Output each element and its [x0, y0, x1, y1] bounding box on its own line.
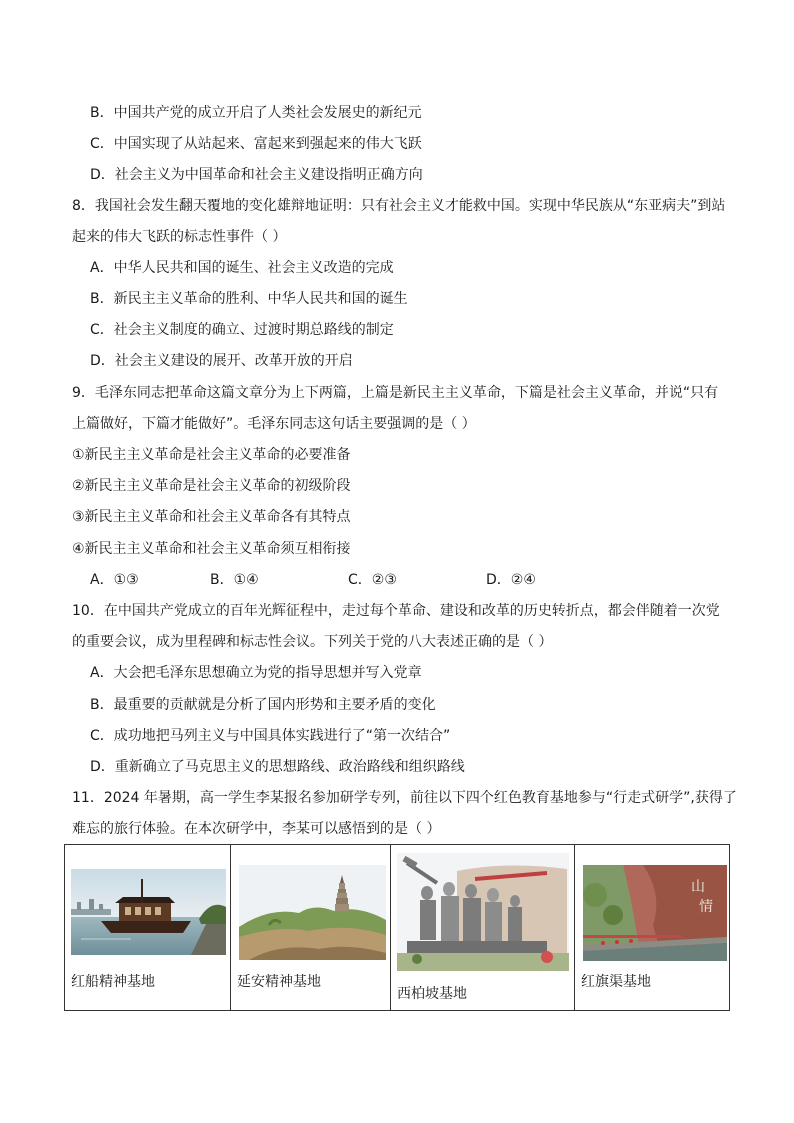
q11-stem-line2: 难忘的旅行体验。在本次研学中，李某可以感悟到的是（ ） — [72, 821, 441, 837]
q9-choice-d: D．②④ — [486, 572, 536, 588]
site-cell-red-boat — [65, 845, 231, 1011]
site-caption: 西柏坡基地 — [397, 986, 467, 1002]
q8-option-a: A．中华人民共和国的诞生、社会主义改造的完成 — [90, 260, 394, 276]
q8-option-c: C．社会主义制度的确立、过渡时期总路线的制定 — [90, 322, 394, 338]
xibaipo-statue-photo — [397, 853, 569, 971]
q7-option-b: B．中国共产党的成立开启了人类社会发展史的新纪元 — [90, 105, 422, 121]
q9-item-1: ①新民主主义革命是社会主义革命的必要准备 — [72, 447, 351, 463]
q9-item-2: ②新民主主义革命是社会主义革命的初级阶段 — [72, 478, 351, 494]
q8-option-d: D．社会主义建设的展开、改革开放的开启 — [90, 353, 353, 369]
q10-option-c: C．成功地把马列主义与中国具体实践进行了“第一次结合” — [90, 728, 451, 744]
q10-option-b: B．最重要的贡献就是分析了国内形势和主要矛盾的变化 — [90, 697, 436, 713]
q9-choice-a: A．①③ — [90, 572, 139, 588]
q11-stem-line1: 11．2024 年暑期，高一学生李某报名参加研学专列，前往以下四个红色教育基地参与“行走式研学”,获得了 — [72, 790, 737, 806]
site-caption: 红旗渠基地 — [581, 974, 651, 990]
q9-stem-line2: 上篇做好，下篇才能做好”。毛泽东同志这句话主要强调的是（ ） — [72, 416, 476, 432]
yanan-pagoda-photo — [239, 865, 386, 960]
q9-stem-line1: 9．毛泽东同志把革命这篇文章分为上下两篇，上篇是新民主主义革命，下篇是社会主义革命，并说“只有 — [72, 385, 719, 401]
site-cell-xibaipo — [391, 845, 575, 1011]
site-caption: 延安精神基地 — [237, 974, 321, 990]
site-cell-hongqiqu — [575, 845, 730, 1011]
svg-text:山: 山 — [691, 879, 705, 895]
sites-table — [64, 844, 730, 1011]
q10-stem-line2: 的重要会议，成为里程碑和标志性会议。下列关于党的八大表述正确的是（ ） — [72, 634, 553, 650]
red-boat-photo — [71, 869, 226, 955]
q9-item-4: ④新民主主义革命和社会主义革命须互相衔接 — [72, 541, 351, 557]
svg-text:情: 情 — [699, 899, 713, 915]
q9-choice-c: C．②③ — [348, 572, 397, 588]
q8-option-b: B．新民主主义革命的胜利、中华人民共和国的诞生 — [90, 291, 408, 307]
site-cell-yanan — [231, 845, 391, 1011]
q8-stem-line2: 起来的伟大飞跃的标志性事件（ ） — [72, 229, 287, 245]
hongqiqu-canal-photo — [583, 865, 727, 961]
q10-option-d: D．重新确立了马克思主义的思想路线、政治路线和组织路线 — [90, 759, 465, 775]
q9-item-3: ③新民主主义革命和社会主义革命各有其特点 — [72, 509, 351, 525]
q10-option-a: A．大会把毛泽东思想确立为党的指导思想并写入党章 — [90, 665, 422, 681]
q7-option-c: C．中国实现了从站起来、富起来到强起来的伟大飞跃 — [90, 136, 422, 152]
q10-stem-line1: 10．在中国共产党成立的百年光辉征程中，走过每个革命、建设和改革的历史转折点，都会伴随着一次党 — [72, 603, 720, 619]
q8-stem-line1: 8．我国社会发生翻天覆地的变化雄辩地证明：只有社会主义才能救中国。实现中华民族从“东亚病夫”到站 — [72, 198, 726, 214]
q9-choice-b: B．①④ — [210, 572, 259, 588]
site-caption: 红船精神基地 — [71, 974, 155, 990]
q7-option-d: D．社会主义为中国革命和社会主义建设指明正确方向 — [90, 167, 423, 183]
